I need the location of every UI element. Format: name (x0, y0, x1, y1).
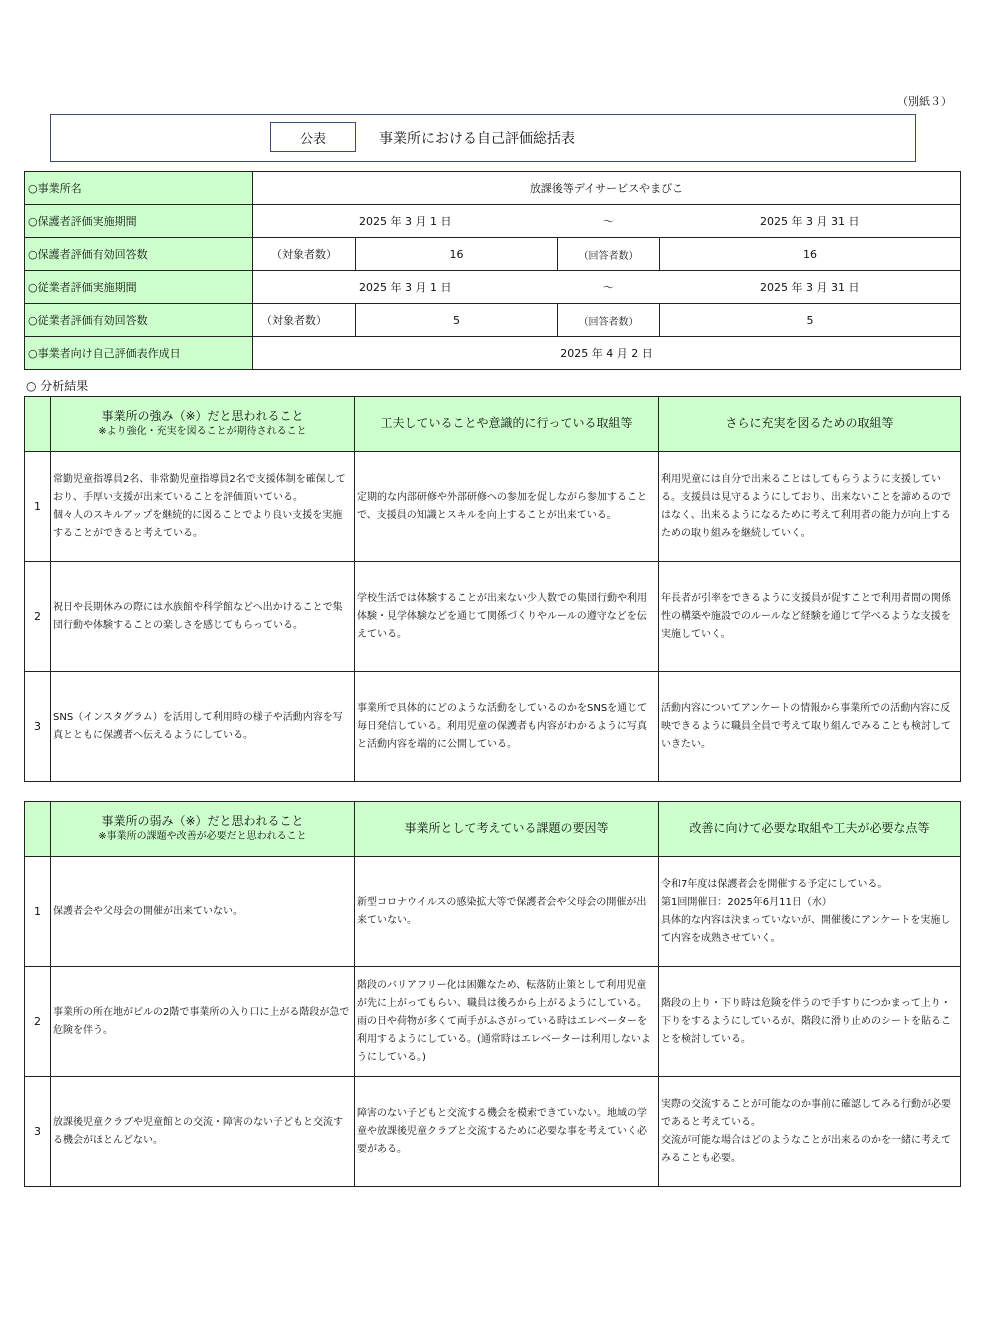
staff-period-end: 2025 年 3 月 31 日 (660, 271, 961, 304)
weakness-text: 保護者会や父母会の開催が出来ていない。 (51, 857, 355, 967)
table-row (25, 967, 961, 1077)
info-row-guardian-count (25, 238, 961, 271)
strength-effort-text: 事業所で具体的にどのような活動をしているのかをSNSを通じて毎日発信している。利用児童の保護者も内容がわかるように写真と活動内容を端的に公開している。 (355, 672, 659, 782)
facility-name-label: ○事業所名 (25, 172, 253, 205)
strength-text: 祝日や長期休みの際には水族館や科学館などへ出かけることで集団行動や体験することの楽しさを感じてもらっている。 (51, 562, 355, 672)
table-row (25, 1077, 961, 1187)
weaknesses-header-row (25, 802, 961, 857)
staff-answer-label: （回答者数） (558, 304, 660, 337)
row-number: 2 (25, 967, 51, 1077)
strength-enhancement-text: 活動内容についてアンケートの情報から事業所での活動内容に反映できるように職員全員で考えて取り組んでみることも検討していきたい。 (659, 672, 961, 782)
row-number: 1 (25, 857, 51, 967)
info-row-staff-period (25, 271, 961, 304)
strengths-header-row (25, 397, 961, 452)
appendix-label: （別紙３） (897, 95, 952, 108)
info-row-staff-count (25, 304, 961, 337)
row-number: 1 (25, 452, 51, 562)
staff-target-value: 5 (356, 304, 558, 337)
guardian-answer-value: 16 (660, 238, 961, 271)
strength-enhancement-text: 年長者が引率をできるように支援員が促すことで利用者間の関係性の構築や施設でのルールなど経験を通じて学べるような支援を実施していく。 (659, 562, 961, 672)
guardian-period-label: ○保護者評価実施期間 (25, 205, 253, 238)
weakness-text: 放課後児童クラブや児童館との交流・障害のない子どもと交流する機会がほとんどない。 (51, 1077, 355, 1187)
guardian-period-start: 2025 年 3 月 1 日 (253, 205, 558, 238)
weakness-cause-text: 新型コロナウイルスの感染拡大等で保護者会や父母会の開催が出来ていない。 (355, 857, 659, 967)
weakness-cause-text: 障害のない子どもと交流する機会を模索できていない。地域の学童や放課後児童クラブと交流するために必要な事を考えていく必要がある。 (355, 1077, 659, 1187)
weaknesses-header-col3: 改善に向けて必要な取組や工夫が必要な点等 (659, 802, 961, 857)
weaknesses-header-col1-title: 事業所の弱み（※）だと思われること (101, 814, 304, 829)
weaknesses-header-number (25, 802, 51, 857)
staff-period-start: 2025 年 3 月 1 日 (253, 271, 558, 304)
strengths-header-col2: 工夫していることや意識的に行っている取組等 (355, 397, 659, 452)
weakness-cause-text: 階段のバリアフリー化は困難なため、転落防止策として利用児童が先に上がってもらい、職員は後ろから上がるようにしている。 雨の日や荷物が多くて両手がふさがっている時はエレベーターを利用するようにしている。(通常時はエレベーターは利用しないようにしている。) (355, 967, 659, 1077)
info-row-guardian-period (25, 205, 961, 238)
strength-effort-text: 定期的な内部研修や外部研修への参加を促しながら参加することで、支援員の知識とスキルを向上することが出来ている。 (355, 452, 659, 562)
info-row-created (25, 337, 961, 370)
weakness-text: 事業所の所在地がビルの2階で事業所の入り口に上がる階段が急で危険を伴う。 (51, 967, 355, 1077)
row-number: 3 (25, 1077, 51, 1187)
weaknesses-header-col1-note: ※事業所の課題や改善が必要だと思われること (98, 831, 307, 843)
staff-period-separator: ～ (558, 271, 660, 304)
strengths-header-number (25, 397, 51, 452)
created-date-label: ○事業者向け自己評価表作成日 (25, 337, 253, 370)
table-row (25, 562, 961, 672)
guardian-period-separator: ～ (558, 205, 660, 238)
staff-answer-value: 5 (660, 304, 961, 337)
weaknesses-table (24, 801, 961, 1187)
strengths-header-col1 (51, 397, 355, 452)
created-date-value: 2025 年 4 月 2 日 (253, 337, 961, 370)
staff-target-label: （対象者数） (253, 304, 356, 337)
page-title: 事業所における自己評価総括表 (379, 131, 575, 147)
staff-count-label: ○従業者評価有効回答数 (25, 304, 253, 337)
title-box (50, 114, 916, 162)
strengths-header-col1-title: 事業所の強み（※）だと思われること (101, 409, 304, 424)
weaknesses-header-col2: 事業所として考えている課題の要因等 (355, 802, 659, 857)
row-number: 3 (25, 672, 51, 782)
weaknesses-header-col1 (51, 802, 355, 857)
strengths-header-col1-note: ※より強化・充実を図ることが期待されること (98, 426, 307, 438)
table-row (25, 452, 961, 562)
guardian-answer-label: （回答者数） (558, 238, 660, 271)
guardian-target-label: （対象者数） (253, 238, 356, 271)
table-row (25, 672, 961, 782)
strengths-header-col3: さらに充実を図るための取組等 (659, 397, 961, 452)
staff-period-label: ○従業者評価実施期間 (25, 271, 253, 304)
guardian-period-end: 2025 年 3 月 31 日 (660, 205, 961, 238)
row-number: 2 (25, 562, 51, 672)
guardian-count-label: ○保護者評価有効回答数 (25, 238, 253, 271)
weakness-improvement-text: 実際の交流することが可能なのか事前に確認してみる行動が必要であると考えている。 交流が可能な場合はどのようなことが出来るのかを一緒に考えてみることも必要。 (659, 1077, 961, 1187)
weakness-improvement-text: 令和7年度は保護者会を開催する予定にしている。 第1回開催日：2025年6月11日（水） 具体的な内容は決まっていないが、開催後にアンケートを実施して内容を成熟させていく。 (659, 857, 961, 967)
strength-text: SNS（インスタグラム）を活用して利用時の様子や活動内容を写真とともに保護者へ伝えるようにしている。 (51, 672, 355, 782)
info-row-facility (25, 172, 961, 205)
strength-enhancement-text: 利用児童には自分で出来ることはしてもらうように支援している。支援員は見守るようにしており、出来ないことを諦めるのではなく、出来るようになるために考えて利用者の能力が向上するための取り組みを継続していく。 (659, 452, 961, 562)
weakness-improvement-text: 階段の上り・下り時は危険を伴うので手すりにつかまって上り・下りをするようにしているが、階段に滑り止めのシートを貼ることを検討している。 (659, 967, 961, 1077)
analysis-section-label: ○ 分析結果 (26, 379, 89, 393)
strength-text: 常勤児童指導員2名、非常勤児童指導員2名で支援体制を確保しており、手厚い支援が出来ていることを評価頂いている。 個々人のスキルアップを継続的に図ることでより良い支援を実施することができると考えている。 (51, 452, 355, 562)
table-row (25, 857, 961, 967)
info-table (24, 171, 961, 370)
guardian-target-value: 16 (356, 238, 558, 271)
strength-effort-text: 学校生活では体験することが出来ない少人数での集団行動や利用体験・見学体験などを通じて関係づくりやルールの遵守などを伝えている。 (355, 562, 659, 672)
strengths-table (24, 396, 961, 782)
public-badge: 公表 (270, 122, 356, 152)
facility-name-value: 放課後等デイサービスやまびこ (253, 172, 961, 205)
